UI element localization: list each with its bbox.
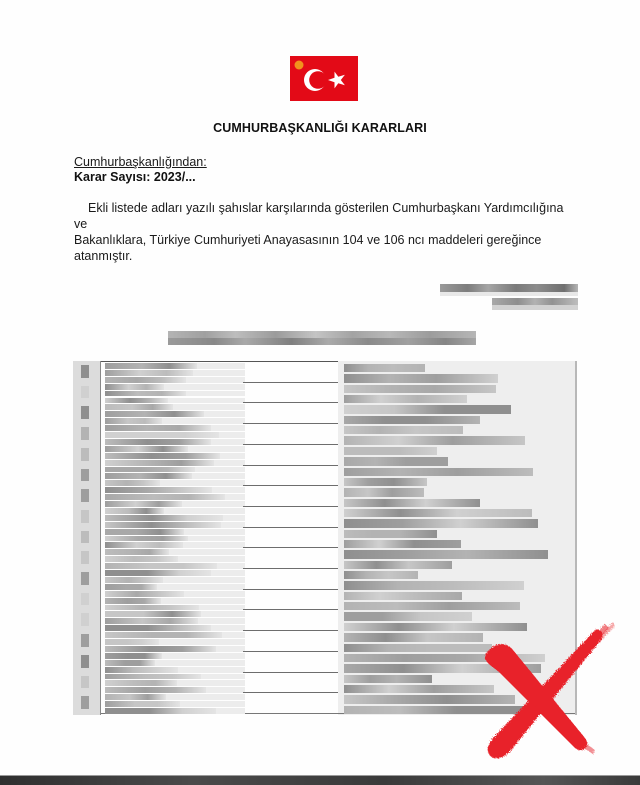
redacted-name-text [105, 632, 222, 638]
redacted-row-stripe [178, 667, 245, 673]
redacted-position-text [344, 385, 496, 393]
redacted-row-stripe [216, 646, 245, 652]
column-divider [100, 361, 101, 715]
redacted-position-text [344, 478, 427, 486]
redacted-position-text [344, 602, 520, 610]
redacted-name-text [105, 467, 195, 473]
redacted-name-text [105, 639, 159, 645]
redacted-row-number [81, 448, 89, 461]
redacted-row-stripe [217, 563, 245, 569]
redacted-name-text [105, 487, 212, 493]
redacted-row-stripe [188, 536, 245, 542]
table-row-rule [243, 506, 338, 507]
redacted-row-number [81, 510, 89, 523]
redacted-name-text [105, 522, 221, 528]
redacted-position-text [344, 374, 498, 382]
redacted-name-text [105, 542, 183, 548]
redacted-row-stripe [159, 639, 245, 645]
table-row-rule [243, 672, 338, 673]
redacted-row-stripe [168, 398, 245, 404]
redacted-row-stripe [211, 425, 245, 431]
redacted-name-text [105, 536, 188, 542]
redacted-row-stripe [173, 404, 245, 410]
redacted-row-stripe [193, 370, 245, 376]
redacted-row-number [81, 489, 89, 502]
table-top-rule [101, 361, 338, 362]
redacted-row-stripe [184, 591, 245, 597]
redacted-name-text [105, 556, 178, 562]
redacted-row-stripe [199, 605, 245, 611]
redacted-name-text [105, 473, 192, 479]
redacted-name-text [105, 563, 217, 569]
table-row-rule [243, 692, 338, 693]
redacted-position-text [344, 571, 418, 579]
redacted-position-text [344, 581, 524, 589]
redacted-position-text [344, 364, 425, 372]
redacted-name-text [105, 660, 155, 666]
redacted-row-stripe [204, 411, 245, 417]
redacted-position-text [344, 468, 533, 476]
table-row-rule [243, 547, 338, 548]
redacted-row-stripe [211, 625, 245, 631]
redacted-row-number [81, 676, 89, 689]
redacted-name-text [105, 494, 225, 500]
redacted-row-stripe [160, 480, 245, 486]
redacted-name-text [105, 653, 162, 659]
table-row-rule [243, 609, 338, 610]
issuer-label: Cumhurbaşkanlığından: [74, 155, 207, 169]
redacted-row-number [81, 365, 89, 378]
redacted-list-title [168, 331, 478, 347]
redacted-name-text [105, 605, 199, 611]
redacted-position-text [344, 675, 432, 683]
table-row-rule [243, 444, 338, 445]
redacted-row-stripe [206, 687, 245, 693]
redacted-name-text [105, 694, 166, 700]
table-row-rule [243, 423, 338, 424]
table-row-rule [243, 527, 338, 528]
redacted-name-text [105, 577, 163, 583]
table-row-rule [243, 589, 338, 590]
redacted-name-text [105, 549, 169, 555]
redacted-row-stripe [211, 439, 245, 445]
redacted-row-number [81, 469, 89, 482]
redacted-name-text [105, 446, 188, 452]
document-title: CUMHURBAŞKANLIĞI KARARLARI [213, 121, 427, 135]
redacted-position-text [344, 457, 448, 465]
redacted-name-text [105, 667, 178, 673]
redacted-row-stripe [183, 542, 245, 548]
redacted-name-text [105, 370, 193, 376]
redacted-position-text [344, 499, 480, 507]
body-line-1: Ekli listede adları yazılı şahıslar karşılarında gösterilen Cumhurbaşkanı Yardımcılığına ve [74, 201, 564, 231]
redacted-row-number [81, 427, 89, 440]
redacted-row-stripe [211, 570, 245, 576]
redacted-name-text [105, 625, 211, 631]
redacted-row-stripe [155, 660, 245, 666]
redacted-row-stripe [157, 584, 245, 590]
redacted-row-stripe [221, 522, 245, 528]
redacted-name-text [105, 611, 201, 617]
table-row-rule [243, 630, 338, 631]
redacted-name-text [105, 480, 160, 486]
redacted-row-stripe [201, 674, 245, 680]
redacted-row-stripe [163, 577, 245, 583]
redacted-row-stripe [180, 701, 245, 707]
redacted-row-stripe [225, 494, 245, 500]
redacted-name-text [105, 584, 157, 590]
redacted-name-text [105, 411, 204, 417]
redacted-name-text [105, 404, 173, 410]
redacted-position-text [344, 509, 532, 517]
redacted-row-stripe [220, 453, 245, 459]
redacted-position-text [344, 436, 525, 444]
redacted-name-text [105, 515, 223, 521]
turkish-flag-icon [290, 56, 358, 101]
redacted-name-text [105, 425, 211, 431]
redacted-row-number [81, 593, 89, 606]
redacted-row-stripe [177, 680, 245, 686]
redacted-row-stripe [214, 460, 245, 466]
decision-number: Karar Sayısı: 2023/... [74, 170, 196, 184]
redacted-row-stripe [184, 529, 245, 535]
redacted-row-number [81, 634, 89, 647]
redacted-row-number [81, 386, 89, 399]
redacted-row-stripe [178, 556, 245, 562]
redacted-row-stripe [198, 618, 245, 624]
table-row-rule [243, 651, 338, 652]
redacted-row-stripe [169, 549, 245, 555]
redacted-position-text [344, 416, 480, 424]
redacted-row-stripe [186, 377, 245, 383]
redacted-name-text [105, 687, 206, 693]
redacted-row-stripe [201, 611, 245, 617]
redacted-row-stripe [166, 694, 245, 700]
redacted-position-text [344, 405, 511, 413]
redacted-row-stripe [192, 473, 245, 479]
red-x-mark-icon [465, 620, 615, 765]
redacted-row-number [81, 655, 89, 668]
redacted-name-text [105, 377, 186, 383]
redacted-row-stripe [182, 501, 245, 507]
redacted-name-text [105, 570, 211, 576]
decision-body [74, 200, 574, 264]
redacted-position-text [344, 395, 467, 403]
redacted-row-stripe [188, 446, 245, 452]
redacted-row-stripe [197, 363, 245, 369]
body-line-2: Bakanlıklara, Türkiye Cumhuriyeti Anayasasının 104 ve 106 ncı maddeleri gereğince [74, 233, 542, 247]
redacted-name-text [105, 363, 197, 369]
redacted-row-stripe [223, 515, 245, 521]
redacted-name-text [105, 398, 168, 404]
redacted-row-stripe [195, 467, 245, 473]
redacted-name-text [105, 418, 162, 424]
table-row-rule [243, 465, 338, 466]
redacted-position-text [344, 488, 424, 496]
table-row-rule [243, 402, 338, 403]
redacted-row-stripe [162, 418, 245, 424]
redacted-position-text [344, 530, 437, 538]
redacted-position-text [344, 550, 548, 558]
redacted-row-stripe [216, 708, 245, 714]
redacted-name-text [105, 708, 216, 714]
redacted-signature-block [440, 283, 580, 313]
table-row-rule [243, 485, 338, 486]
redacted-name-text [105, 598, 161, 604]
redacted-row-number [81, 613, 89, 626]
redacted-position-text [344, 633, 483, 641]
redacted-position-text [344, 426, 463, 434]
redacted-name-text [105, 439, 211, 445]
redacted-row-stripe [186, 391, 245, 397]
redacted-position-text [344, 447, 437, 455]
table-row-rule [243, 382, 338, 383]
redacted-row-number [81, 572, 89, 585]
redacted-name-text [105, 529, 184, 535]
redacted-name-text [105, 618, 198, 624]
redacted-row-stripe [161, 598, 245, 604]
redacted-row-number [81, 696, 89, 709]
redacted-row-stripe [164, 508, 245, 514]
redacted-name-text [105, 391, 186, 397]
redacted-name-text [105, 591, 184, 597]
redacted-name-text [105, 432, 219, 438]
redacted-row-stripe [212, 487, 245, 493]
body-line-3: atanmıştır. [74, 249, 133, 263]
redacted-name-text [105, 384, 164, 390]
redacted-row-stripe [219, 432, 245, 438]
redacted-name-text [105, 646, 216, 652]
redacted-name-text [105, 674, 201, 680]
redacted-name-text [105, 680, 177, 686]
redacted-position-text [344, 561, 452, 569]
redacted-name-text [105, 501, 182, 507]
redacted-position-text [344, 519, 538, 527]
redacted-name-text [105, 508, 164, 514]
redacted-name-text [105, 453, 220, 459]
table-row-rule [243, 568, 338, 569]
redacted-position-text [344, 540, 461, 548]
redacted-row-number [81, 406, 89, 419]
redacted-row-stripe [164, 384, 245, 390]
redacted-row-stripe [222, 632, 245, 638]
redacted-position-text [344, 612, 472, 620]
redacted-row-number [81, 531, 89, 544]
redacted-position-text [344, 592, 462, 600]
redacted-name-text [105, 460, 214, 466]
redacted-row-stripe [162, 653, 245, 659]
redacted-name-text [105, 701, 180, 707]
redacted-row-number [81, 551, 89, 564]
